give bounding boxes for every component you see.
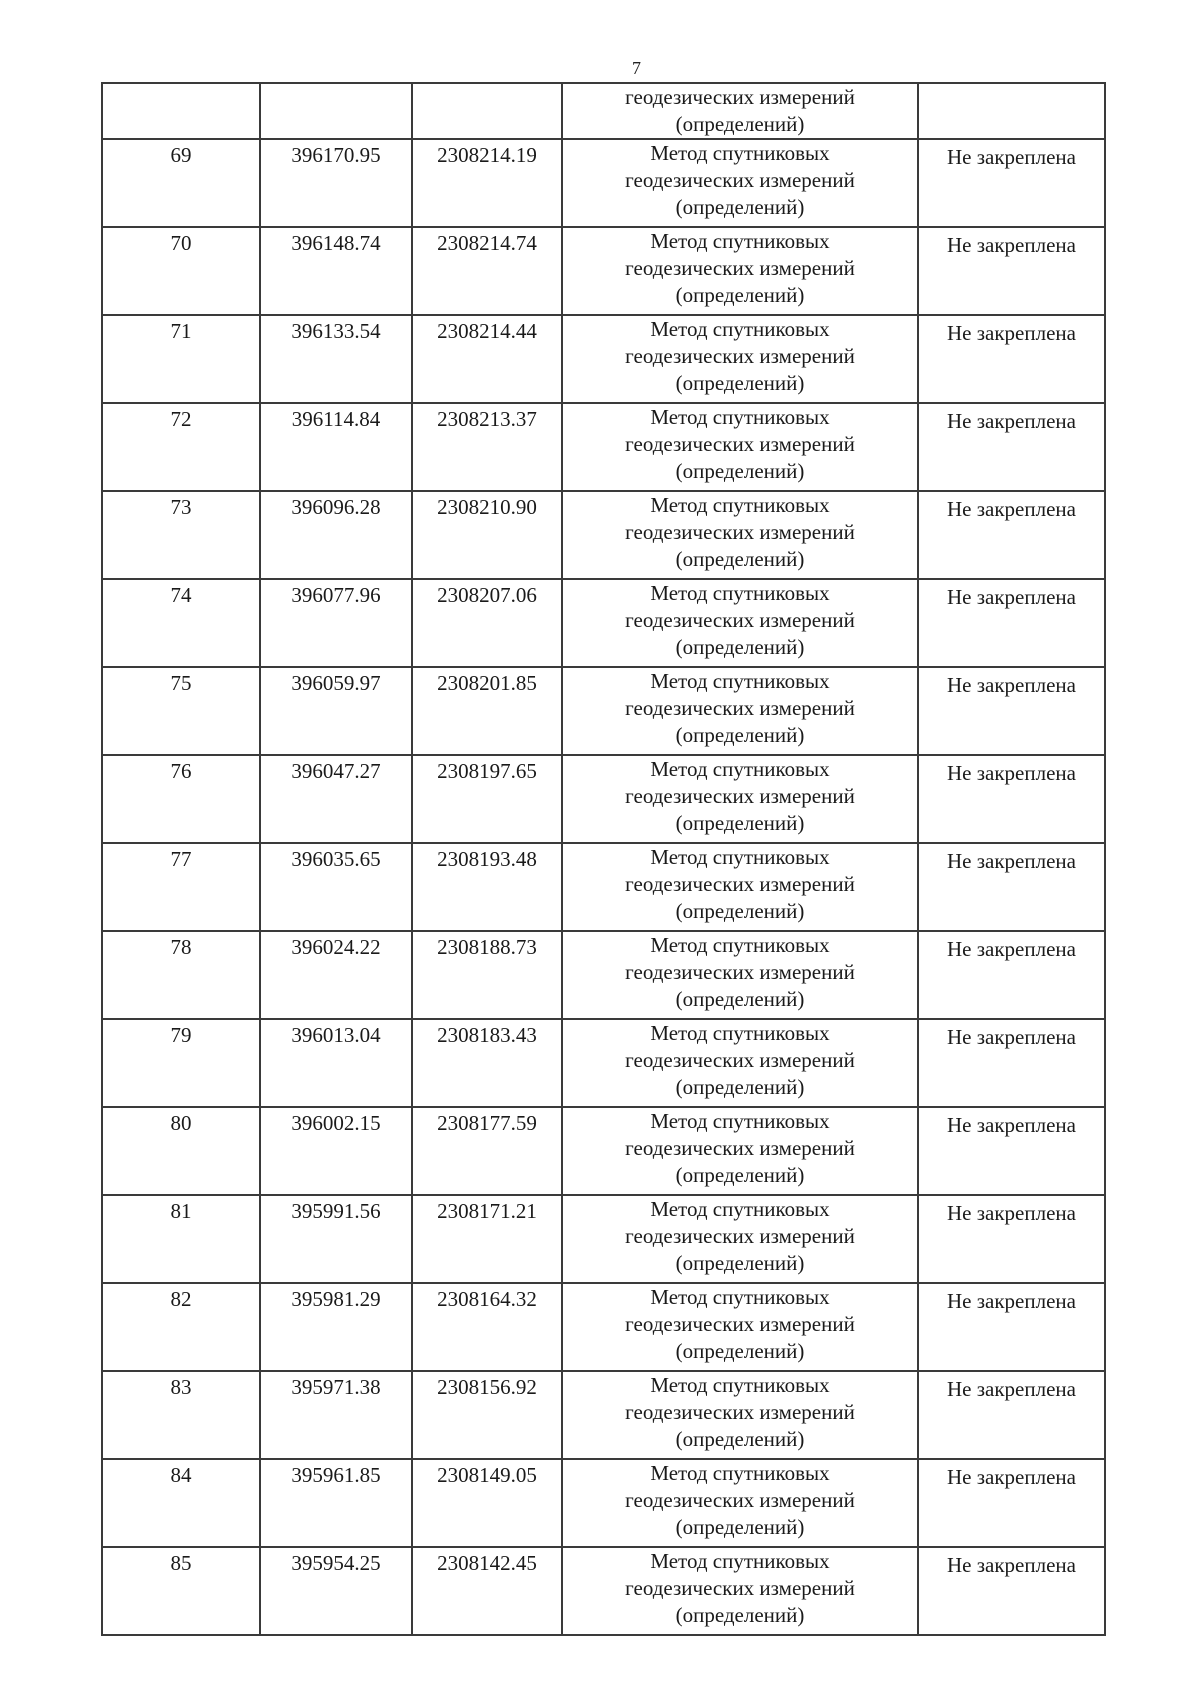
method-line: (определений) bbox=[675, 1515, 805, 1539]
method-line: геодезических измерений bbox=[625, 85, 855, 109]
table-row bbox=[102, 491, 1105, 579]
method-line: геодезических измерений bbox=[625, 1488, 855, 1512]
method-line: Метод спутниковых bbox=[650, 317, 830, 341]
method-line: геодезических измерений bbox=[625, 1312, 855, 1336]
method-line: Метод спутниковых bbox=[650, 669, 830, 693]
method-line: (определений) bbox=[675, 1603, 805, 1627]
y-coordinate: 2308171.21 bbox=[437, 1199, 537, 1223]
table-row bbox=[102, 755, 1105, 843]
x-coordinate: 396013.04 bbox=[291, 1023, 381, 1047]
x-coordinate-cell bbox=[260, 1371, 412, 1459]
x-coordinate: 396059.97 bbox=[291, 671, 381, 695]
y-coordinate: 2308214.19 bbox=[437, 143, 537, 167]
method-line: (определений) bbox=[675, 899, 805, 923]
x-coordinate-cell bbox=[260, 579, 412, 667]
y-coordinate-cell bbox=[412, 403, 562, 491]
x-coordinate: 396035.65 bbox=[291, 847, 381, 871]
method-line: геодезических измерений bbox=[625, 432, 855, 456]
status-text: Не закреплена bbox=[947, 1201, 1076, 1225]
status-cell bbox=[918, 1195, 1105, 1283]
y-coordinate: 2308188.73 bbox=[437, 935, 537, 959]
point-number: 79 bbox=[170, 1023, 192, 1047]
method-cell bbox=[562, 579, 918, 667]
y-coordinate-cell bbox=[412, 1371, 562, 1459]
x-coordinate: 396002.15 bbox=[291, 1111, 381, 1135]
method-line: геодезических измерений bbox=[625, 872, 855, 896]
method-line: геодезических измерений bbox=[625, 344, 855, 368]
y-coordinate-cell bbox=[412, 1283, 562, 1371]
status-text: Не закреплена bbox=[947, 1465, 1076, 1489]
method-line: (определений) bbox=[675, 1075, 805, 1099]
x-coordinate: 395981.29 bbox=[291, 1287, 381, 1311]
method-line: геодезических измерений bbox=[625, 168, 855, 192]
x-coordinate-cell bbox=[260, 1019, 412, 1107]
status-cell bbox=[918, 491, 1105, 579]
point-number-cell bbox=[102, 755, 260, 843]
table-row bbox=[102, 1019, 1105, 1107]
y-coordinate: 2308207.06 bbox=[437, 583, 537, 607]
y-coordinate-cell bbox=[412, 83, 562, 139]
status-text: Не закреплена bbox=[947, 409, 1076, 433]
method-line: (определений) bbox=[675, 1163, 805, 1187]
status-cell bbox=[918, 1107, 1105, 1195]
method-line: (определений) bbox=[675, 1339, 805, 1363]
x-coordinate: 395971.38 bbox=[291, 1375, 381, 1399]
point-number: 82 bbox=[170, 1287, 192, 1311]
table-row bbox=[102, 403, 1105, 491]
method-line: Метод спутниковых bbox=[650, 933, 830, 957]
table-row bbox=[102, 1107, 1105, 1195]
y-coordinate-cell bbox=[412, 1107, 562, 1195]
point-number: 70 bbox=[170, 231, 192, 255]
method-line: Метод спутниковых bbox=[650, 1197, 830, 1221]
method-cell bbox=[562, 1459, 918, 1547]
point-number-cell bbox=[102, 315, 260, 403]
point-number: 74 bbox=[170, 583, 192, 607]
status-cell bbox=[918, 83, 1105, 139]
point-number-cell bbox=[102, 1195, 260, 1283]
y-coordinate-cell bbox=[412, 579, 562, 667]
x-coordinate: 396170.95 bbox=[291, 143, 381, 167]
status-cell bbox=[918, 1283, 1105, 1371]
method-line: Метод спутниковых bbox=[650, 1549, 830, 1573]
method-line: (определений) bbox=[675, 112, 805, 136]
method-line: Метод спутниковых bbox=[650, 1109, 830, 1133]
method-cell bbox=[562, 83, 918, 139]
coordinates-table bbox=[101, 82, 1106, 1636]
method-line: (определений) bbox=[675, 195, 805, 219]
x-coordinate-cell bbox=[260, 227, 412, 315]
table-row bbox=[102, 227, 1105, 315]
method-line: Метод спутниковых bbox=[650, 845, 830, 869]
y-coordinate-cell bbox=[412, 139, 562, 227]
y-coordinate: 2308164.32 bbox=[437, 1287, 537, 1311]
x-coordinate-cell bbox=[260, 403, 412, 491]
y-coordinate: 2308214.44 bbox=[437, 319, 537, 343]
x-coordinate: 396114.84 bbox=[291, 407, 381, 431]
method-line: (определений) bbox=[675, 459, 805, 483]
x-coordinate-cell bbox=[260, 139, 412, 227]
y-coordinate: 2308149.05 bbox=[437, 1463, 537, 1487]
method-line: геодезических измерений bbox=[625, 1576, 855, 1600]
x-coordinate: 396133.54 bbox=[291, 319, 381, 343]
point-number-cell bbox=[102, 83, 260, 139]
method-line: Метод спутниковых bbox=[650, 1021, 830, 1045]
point-number-cell bbox=[102, 1547, 260, 1635]
x-coordinate: 396096.28 bbox=[291, 495, 381, 519]
x-coordinate-cell bbox=[260, 83, 412, 139]
status-text: Не закреплена bbox=[947, 1025, 1076, 1049]
method-line: (определений) bbox=[675, 811, 805, 835]
status-text: Не закреплена bbox=[947, 233, 1076, 257]
status-cell bbox=[918, 579, 1105, 667]
point-number: 71 bbox=[170, 319, 192, 343]
x-coordinate: 396077.96 bbox=[291, 583, 381, 607]
method-line: геодезических измерений bbox=[625, 960, 855, 984]
method-line: геодезических измерений bbox=[625, 784, 855, 808]
y-coordinate-cell bbox=[412, 755, 562, 843]
table-row bbox=[102, 843, 1105, 931]
status-cell bbox=[918, 1019, 1105, 1107]
method-line: геодезических измерений bbox=[625, 1136, 855, 1160]
method-line: Метод спутниковых bbox=[650, 229, 830, 253]
status-text: Не закреплена bbox=[947, 849, 1076, 873]
point-number-cell bbox=[102, 227, 260, 315]
y-coordinate-cell bbox=[412, 1459, 562, 1547]
table-row bbox=[102, 1371, 1105, 1459]
point-number-cell bbox=[102, 931, 260, 1019]
point-number-cell bbox=[102, 1107, 260, 1195]
status-cell bbox=[918, 843, 1105, 931]
status-cell bbox=[918, 755, 1105, 843]
point-number: 81 bbox=[170, 1199, 192, 1223]
method-line: (определений) bbox=[675, 723, 805, 747]
point-number-cell bbox=[102, 1459, 260, 1547]
point-number: 69 bbox=[170, 143, 192, 167]
y-coordinate-cell bbox=[412, 1019, 562, 1107]
y-coordinate: 2308210.90 bbox=[437, 495, 537, 519]
point-number-cell bbox=[102, 403, 260, 491]
y-coordinate-cell bbox=[412, 1547, 562, 1635]
y-coordinate: 2308201.85 bbox=[437, 671, 537, 695]
method-line: геодезических измерений bbox=[625, 608, 855, 632]
method-cell bbox=[562, 139, 918, 227]
y-coordinate: 2308214.74 bbox=[437, 231, 537, 255]
method-line: (определений) bbox=[675, 635, 805, 659]
y-coordinate: 2308193.48 bbox=[437, 847, 537, 871]
y-coordinate-cell bbox=[412, 667, 562, 755]
method-cell bbox=[562, 1283, 918, 1371]
y-coordinate: 2308142.45 bbox=[437, 1551, 537, 1575]
continuation-row bbox=[102, 83, 1105, 139]
status-cell bbox=[918, 1371, 1105, 1459]
method-cell bbox=[562, 491, 918, 579]
method-line: (определений) bbox=[675, 987, 805, 1011]
method-cell bbox=[562, 1371, 918, 1459]
method-line: Метод спутниковых bbox=[650, 405, 830, 429]
x-coordinate: 395961.85 bbox=[291, 1463, 381, 1487]
point-number: 76 bbox=[170, 759, 192, 783]
point-number: 85 bbox=[170, 1551, 192, 1575]
table-row bbox=[102, 667, 1105, 755]
table-row bbox=[102, 1195, 1105, 1283]
method-cell bbox=[562, 403, 918, 491]
method-cell bbox=[562, 315, 918, 403]
y-coordinate: 2308156.92 bbox=[437, 1375, 537, 1399]
method-line: Метод спутниковых bbox=[650, 493, 830, 517]
y-coordinate-cell bbox=[412, 315, 562, 403]
x-coordinate-cell bbox=[260, 1459, 412, 1547]
x-coordinate: 396024.22 bbox=[291, 935, 381, 959]
point-number-cell bbox=[102, 491, 260, 579]
x-coordinate-cell bbox=[260, 1547, 412, 1635]
x-coordinate-cell bbox=[260, 1195, 412, 1283]
point-number: 73 bbox=[170, 495, 192, 519]
x-coordinate-cell bbox=[260, 667, 412, 755]
method-line: (определений) bbox=[675, 1251, 805, 1275]
status-cell bbox=[918, 931, 1105, 1019]
x-coordinate: 396148.74 bbox=[291, 231, 381, 255]
method-cell bbox=[562, 931, 918, 1019]
method-line: геодезических измерений bbox=[625, 256, 855, 280]
x-coordinate-cell bbox=[260, 931, 412, 1019]
point-number: 77 bbox=[170, 847, 192, 871]
y-coordinate-cell bbox=[412, 931, 562, 1019]
y-coordinate: 2308213.37 bbox=[437, 407, 537, 431]
status-text: Не закреплена bbox=[947, 937, 1076, 961]
point-number: 78 bbox=[170, 935, 192, 959]
x-coordinate-cell bbox=[260, 315, 412, 403]
point-number-cell bbox=[102, 667, 260, 755]
point-number-cell bbox=[102, 139, 260, 227]
x-coordinate: 396047.27 bbox=[291, 759, 381, 783]
method-line: геодезических измерений bbox=[625, 696, 855, 720]
method-cell bbox=[562, 843, 918, 931]
status-text: Не закреплена bbox=[947, 585, 1076, 609]
status-text: Не закреплена bbox=[947, 1289, 1076, 1313]
method-line: Метод спутниковых bbox=[650, 581, 830, 605]
status-cell bbox=[918, 667, 1105, 755]
status-text: Не закреплена bbox=[947, 321, 1076, 345]
method-line: Метод спутниковых bbox=[650, 757, 830, 781]
x-coordinate-cell bbox=[260, 755, 412, 843]
point-number-cell bbox=[102, 843, 260, 931]
y-coordinate-cell bbox=[412, 843, 562, 931]
method-line: (определений) bbox=[675, 1427, 805, 1451]
method-cell bbox=[562, 227, 918, 315]
table-row bbox=[102, 1459, 1105, 1547]
point-number-cell bbox=[102, 1371, 260, 1459]
method-line: (определений) bbox=[675, 547, 805, 571]
y-coordinate-cell bbox=[412, 1195, 562, 1283]
method-line: геодезических измерений bbox=[625, 1048, 855, 1072]
y-coordinate-cell bbox=[412, 227, 562, 315]
x-coordinate-cell bbox=[260, 843, 412, 931]
method-line: (определений) bbox=[675, 371, 805, 395]
table-row bbox=[102, 579, 1105, 667]
status-text: Не закреплена bbox=[947, 673, 1076, 697]
method-cell bbox=[562, 1019, 918, 1107]
y-coordinate: 2308197.65 bbox=[437, 759, 537, 783]
status-cell bbox=[918, 1459, 1105, 1547]
table-row bbox=[102, 931, 1105, 1019]
point-number: 72 bbox=[170, 407, 192, 431]
point-number-cell bbox=[102, 579, 260, 667]
status-text: Не закреплена bbox=[947, 1377, 1076, 1401]
table-row bbox=[102, 1547, 1105, 1635]
status-text: Не закреплена bbox=[947, 497, 1076, 521]
point-number: 84 bbox=[170, 1463, 192, 1487]
point-number-cell bbox=[102, 1019, 260, 1107]
table-body bbox=[102, 83, 1105, 1635]
method-line: Метод спутниковых bbox=[650, 1285, 830, 1309]
status-cell bbox=[918, 227, 1105, 315]
point-number-cell bbox=[102, 1283, 260, 1371]
method-line: Метод спутниковых bbox=[650, 1461, 830, 1485]
method-line: (определений) bbox=[675, 283, 805, 307]
status-text: Не закреплена bbox=[947, 1113, 1076, 1137]
status-cell bbox=[918, 403, 1105, 491]
method-line: геодезических измерений bbox=[625, 1400, 855, 1424]
y-coordinate-cell bbox=[412, 491, 562, 579]
page-number: 7 bbox=[632, 58, 641, 78]
point-number: 83 bbox=[170, 1375, 192, 1399]
method-cell bbox=[562, 667, 918, 755]
status-text: Не закреплена bbox=[947, 1553, 1076, 1577]
x-coordinate: 395954.25 bbox=[291, 1551, 381, 1575]
method-line: геодезических измерений bbox=[625, 520, 855, 544]
table-row bbox=[102, 1283, 1105, 1371]
status-cell bbox=[918, 139, 1105, 227]
status-cell bbox=[918, 315, 1105, 403]
method-cell bbox=[562, 1107, 918, 1195]
status-text: Не закреплена bbox=[947, 145, 1076, 169]
point-number: 80 bbox=[170, 1111, 192, 1135]
point-number: 75 bbox=[170, 671, 192, 695]
table-row bbox=[102, 315, 1105, 403]
y-coordinate: 2308177.59 bbox=[437, 1111, 537, 1135]
y-coordinate: 2308183.43 bbox=[437, 1023, 537, 1047]
status-text: Не закреплена bbox=[947, 761, 1076, 785]
method-cell bbox=[562, 1547, 918, 1635]
method-line: Метод спутниковых bbox=[650, 141, 830, 165]
method-cell bbox=[562, 755, 918, 843]
table-row bbox=[102, 139, 1105, 227]
method-line: геодезических измерений bbox=[625, 1224, 855, 1248]
method-line: Метод спутниковых bbox=[650, 1373, 830, 1397]
x-coordinate-cell bbox=[260, 1283, 412, 1371]
x-coordinate: 395991.56 bbox=[291, 1199, 381, 1223]
method-cell bbox=[562, 1195, 918, 1283]
x-coordinate-cell bbox=[260, 1107, 412, 1195]
status-cell bbox=[918, 1547, 1105, 1635]
x-coordinate-cell bbox=[260, 491, 412, 579]
